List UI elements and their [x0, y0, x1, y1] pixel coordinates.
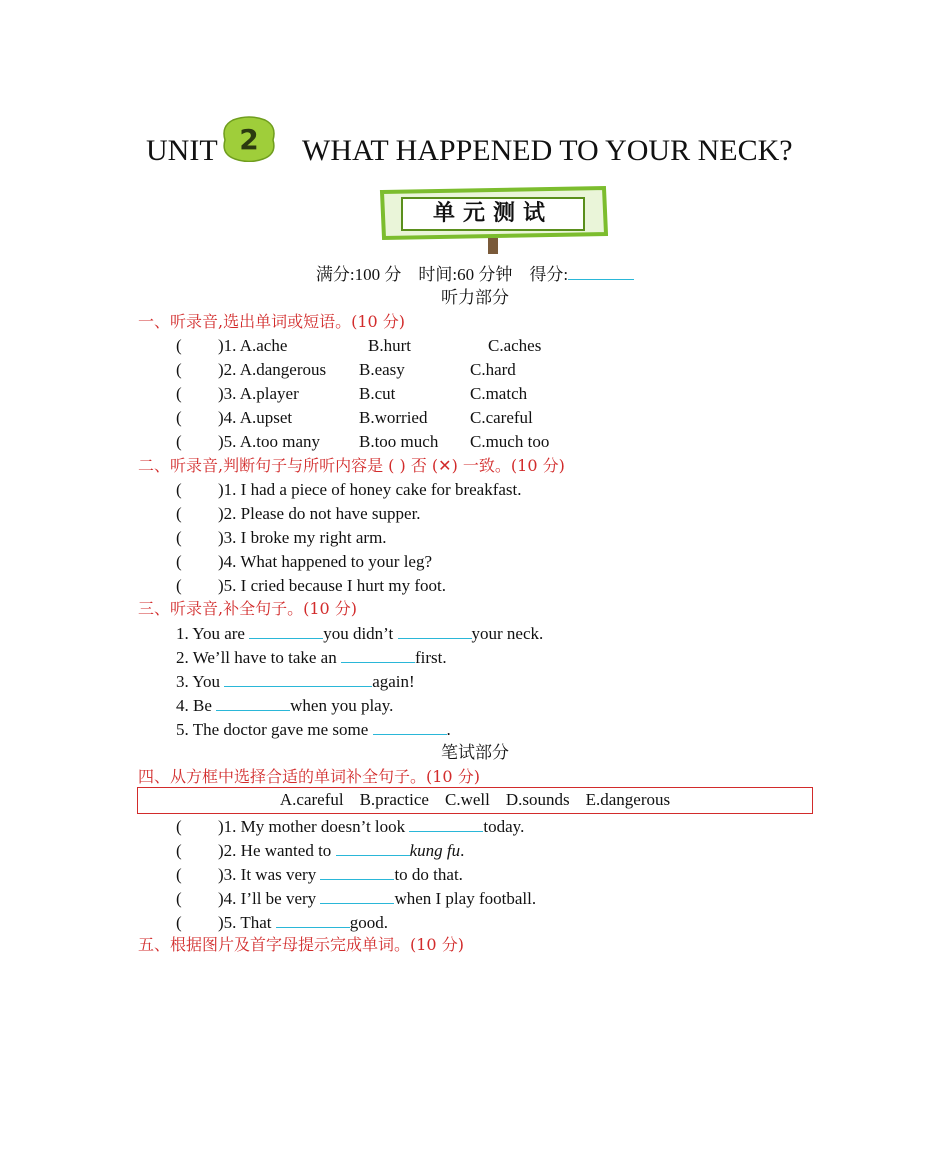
list-item: ( )5. That good. — [176, 913, 389, 932]
list-item: ( )3. A.player B.cut C.match — [176, 384, 528, 403]
list-item: ( )1. I had a piece of honey cake for breakfast. — [176, 480, 522, 499]
list-item: ( )3. I broke my right arm. — [176, 528, 387, 547]
listening-heading: 听力部分 — [441, 288, 509, 307]
answer-blank[interactable] — [336, 839, 410, 856]
list-item: ( )2. He wanted to kung fu. — [176, 841, 465, 860]
banner-title: 单元测试 — [432, 201, 553, 226]
list-item: ( )1. A.ache B.hurt C.aches — [176, 336, 542, 355]
answer-blank[interactable] — [341, 646, 415, 663]
answer-blank[interactable] — [224, 670, 372, 687]
word-option: B.practice — [359, 790, 429, 809]
score-blank[interactable] — [568, 263, 634, 280]
page-title — [0, 116, 950, 176]
section1-title: 一、听录音,选出单词或短语。(10 分) — [138, 312, 406, 331]
writing-heading: 笔试部分 — [441, 743, 509, 762]
unit-number: 2 — [239, 123, 259, 156]
list-item: 1. You are you didn’t your neck. — [176, 624, 544, 643]
answer-blank[interactable] — [373, 718, 447, 735]
word-option: E.dangerous — [585, 790, 671, 809]
score-meta — [0, 263, 950, 286]
section2-title: 二、听录音,判断句子与所听内容是 ( ) 否 (✕) 一致。(10 分) — [138, 456, 565, 475]
list-item: 5. The doctor gave me some . — [176, 720, 451, 739]
list-item: 2. We’ll have to take an first. — [176, 648, 447, 667]
list-item: 4. Be when you play. — [176, 696, 394, 715]
section4-title: 四、从方框中选择合适的单词补全句子。(10 分) — [138, 767, 480, 786]
score-label: 得分: — [529, 265, 569, 284]
answer-blank[interactable] — [216, 694, 290, 711]
list-item: ( )4. A.upset B.worried C.careful — [176, 408, 533, 427]
answer-blank[interactable] — [276, 911, 350, 928]
unit-heading: WHAT HAPPENED TO YOUR NECK? — [302, 134, 793, 167]
answer-blank[interactable] — [320, 887, 394, 904]
list-item: ( )5. A.too many B.too much C.much too — [176, 432, 550, 451]
list-item: 3. You again! — [176, 672, 415, 691]
section3-title: 三、听录音,补全句子。(10 分) — [138, 599, 358, 618]
word-bank — [138, 790, 812, 810]
answer-blank[interactable] — [409, 815, 483, 832]
section5-title: 五、根据图片及首字母提示完成单词。(10 分) — [138, 935, 464, 954]
unit-label: UNIT — [146, 134, 218, 167]
word-option: D.sounds — [505, 790, 570, 809]
answer-blank[interactable] — [249, 622, 323, 639]
answer-blank[interactable] — [398, 622, 472, 639]
word-option: C.well — [444, 790, 490, 809]
list-item: ( )4. What happened to your leg? — [176, 552, 433, 571]
word-bank-box — [137, 787, 813, 814]
test-banner — [378, 184, 608, 256]
list-item: ( )2. A.dangerous B.easy C.hard — [176, 360, 516, 379]
time-limit: 时间:60 分钟 — [418, 265, 513, 284]
list-item: ( )2. Please do not have supper. — [176, 504, 421, 523]
unit-number-badge — [223, 116, 275, 162]
list-item: ( )3. It was very to do that. — [176, 865, 463, 884]
full-marks: 满分:100 分 — [315, 265, 402, 284]
list-item: ( )5. I cried because I hurt my foot. — [176, 576, 446, 595]
list-item: ( )1. My mother doesn’t look today. — [176, 817, 525, 836]
answer-blank[interactable] — [320, 863, 394, 880]
list-item: ( )4. I’ll be very when I play football. — [176, 889, 537, 908]
word-option: A.careful — [279, 790, 344, 809]
